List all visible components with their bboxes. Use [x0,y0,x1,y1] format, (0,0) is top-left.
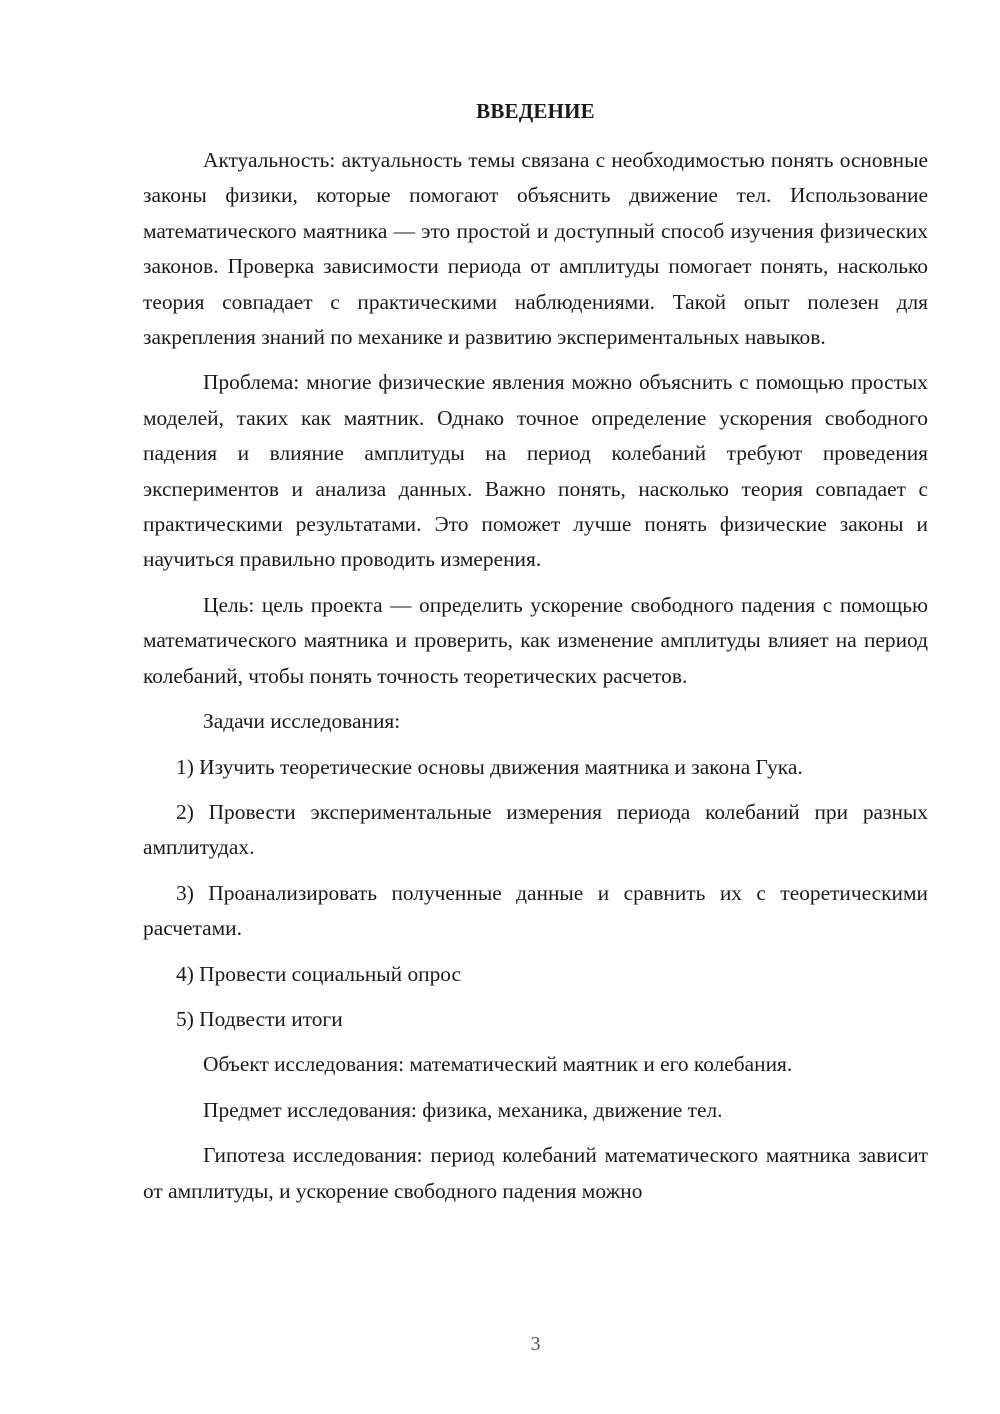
task-item-5: 5) Подвести итоги [176,1006,343,1031]
paragraph-goal: Цель: цель проекта — определить ускорение свободного падения с помощью математического маятника и проверить, как изменение амплитуды влияет на период колебаний, чтобы понять точность теоретических расчетов. [143,592,928,688]
page-number: 3 [530,1333,541,1355]
task-item-2: 2) Провести экспериментальные измерения периода колебаний при разных амплитудах. [143,799,928,860]
paragraph-relevance: Актуальность: актуальность темы связана с необходимостью понять основные законы физики, которые помогают объяснить движение тел. Использование математического маятника — это простой и доступный способ изучения физических законов. Проверка зависимости периода от амплитуды помогает понять, насколько теория совпадает с практическими наблюдениями. Такой опыт полезен для закрепления знаний по механике и развитию экспериментальных навыков. [143,148,928,350]
task-item-3: 3) Проанализировать полученные данные и сравнить их с теоретическими расчетами. [143,880,928,941]
task-item-4: 4) Провести социальный опрос [176,961,462,986]
paragraph-hypothesis: Гипотеза исследования: период колебаний математического маятника зависит от амплитуды, и ускорение свободного падения можно [143,1143,928,1203]
paragraph-object: Объект исследования: математический маятник и его колебания. [203,1052,793,1077]
tasks-heading: Задачи исследования: [203,709,401,734]
paragraph-subject: Предмет исследования: физика, механика, движение тел. [203,1097,723,1122]
document-body [143,143,928,1209]
page-title: ВВЕДЕНИЕ [476,99,595,123]
task-item-1: 1) Изучить теоретические основы движения маятника и закона Гука. [176,754,803,779]
paragraph-problem: Проблема: многие физические явления можно объяснить с помощью простых моделей, таких как маятник. Однако точное определение ускорения свободного падения и влияние амплитуды на период колебаний требуют проведения экспериментов и анализа данных. Важно понять, насколько теория совпадает с практическими результатами. Это поможет лучше понять физические законы и научиться правильно проводить измерения. [143,370,928,572]
